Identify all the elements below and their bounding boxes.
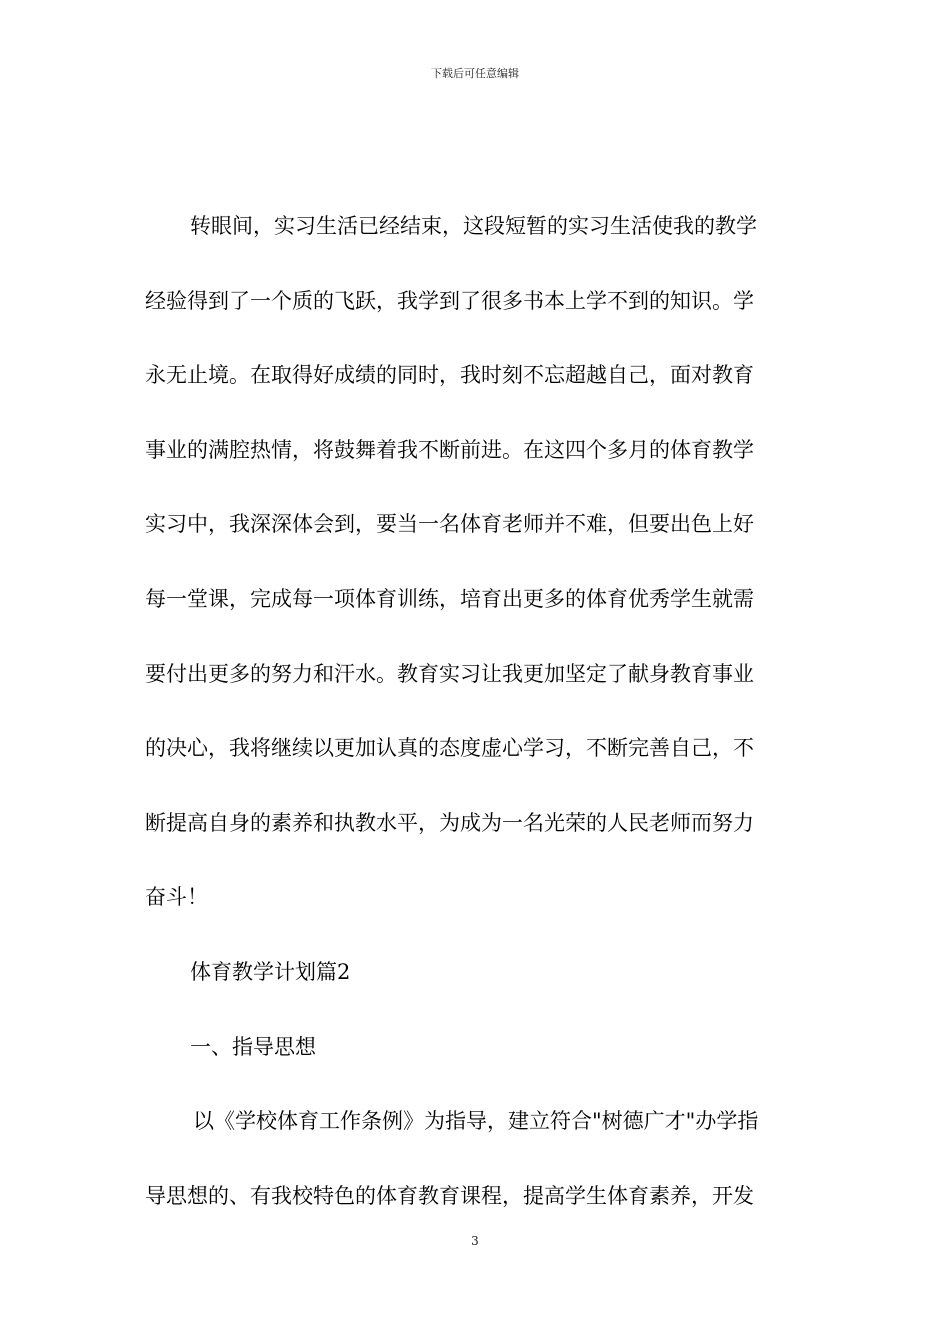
paragraph-line: 要付出更多的努力和汗水。教育实习让我更加坚定了献身教育事业	[145, 661, 754, 686]
paragraph-line: 事业的满腔热情，将鼓舞着我不断前进。在这四个多月的体育教学	[145, 437, 754, 462]
page-number: 3	[471, 1234, 479, 1248]
paragraph-line: 断提高自身的素养和执教水平，为成为一名光荣的人民老师而努力	[145, 810, 754, 835]
paragraph-line: 以《学校体育工作条例》为指导，建立符合"树德广才"办学指	[193, 1109, 759, 1134]
paragraph-line: 奋斗！	[145, 885, 208, 910]
paragraph-line: 导思想的、有我校特色的体育教育课程，提高学生体育素养，开发	[145, 1183, 754, 1208]
document-body	[145, 204, 807, 1248]
paragraph-line: 每一堂课，完成每一项体育训练，培育出更多的体育优秀学生就需	[145, 586, 754, 611]
subsection-heading: 一、指导思想	[190, 1034, 316, 1059]
paragraph-line: 实习中，我深深体会到，要当一名体育老师并不难，但要出色上好	[145, 512, 754, 537]
section-heading: 体育教学计划篇2	[190, 959, 351, 984]
header-note: 下载后可任意编辑	[431, 67, 519, 80]
paragraph-line: 永无止境。在取得好成绩的同时，我时刻不忘超越自己，面对教育	[145, 363, 754, 388]
paragraph-line: 转眼间，实习生活已经结束，这段短暂的实习生活使我的教学	[190, 214, 757, 238]
paragraph-line: 的决心，我将继续以更加认真的态度虚心学习，不断完善自己，不	[145, 736, 754, 761]
paragraph-line: 经验得到了一个质的飞跃，我学到了很多书本上学不到的知识。学	[145, 288, 754, 313]
